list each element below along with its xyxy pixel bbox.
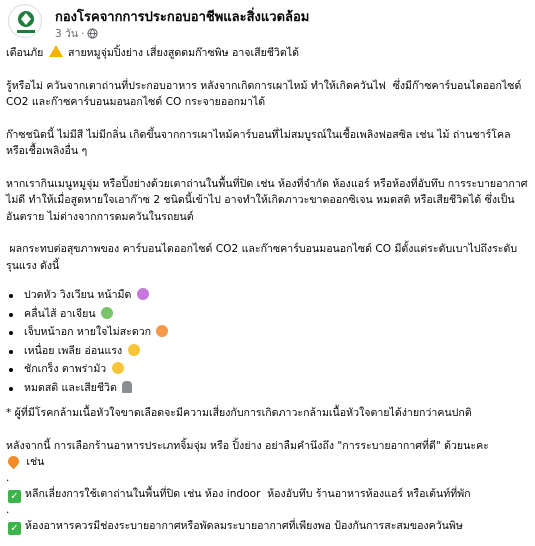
symptom-text: ชักเกร็ง ตาพร่ามัว [24,363,107,375]
list-item [6,342,528,361]
list-item [6,323,528,342]
check-mark-icon: ✓ [8,490,21,503]
dot-separator: . [6,503,10,516]
spacer [6,274,528,286]
headstone-icon [122,381,132,393]
tip-text: หลีกเลี่ยงการใช้เตาถ่านในพื้นที่ปิด เช่น ห้อง indoor ห้องอับทึบ ร้านอาหารห้องแอร์ หรือเต้นท์ที่พัก [25,487,471,500]
warning-text: สายหมูจุ่มปิ้งย่าง เสี่ยงสูดดมก๊าซพิษ อาจเสียชีวิตได้ [68,47,300,59]
orange-heart-icon [6,454,22,470]
dizzy-face-icon [137,288,149,300]
post-meta [55,25,98,42]
list-item [6,305,528,324]
tip-line [6,485,528,503]
symptom-list [6,286,528,397]
list-item [6,360,528,379]
recommendation-text: หลังจากนี้ การเลือกร้านอาหารประเภทจิ้มจุ่ม หรือ ปิ้งย่าง อย่าลืมคำนึงถึง "การระบายอากาศที่ดี" ด้วยนะคะ [6,439,489,452]
post-header [8,4,528,42]
tired-face-icon [128,344,140,356]
symptom-text: เจ็บหน้าอก หายใจไม่สะดวก [24,326,152,338]
tip-line [6,517,528,535]
paragraph-recommendation [6,438,528,471]
spacer [6,422,528,438]
recommendation-tail: เช่น [26,456,45,468]
globe-icon [87,28,98,39]
page-avatar[interactable] [8,4,42,38]
symptom-text: คลื่นไส้ อาเจียน [24,307,96,320]
paragraph-danger: หากเรากินเมนูหมูจุ่ม หรือปิ้งย่างด้วยเตาถ่านในพื้นที่ปิด เช่น ห้องที่จำกัด ห้องแอร์ หรือห้องที่อับทึบ การระบายอากาศไม่ดี ทำให้เมื่อสูดหายใจเอาก๊าซ 2 ชนิดนี้เข้าไป อาจทำให้เกิดภาวะขาดออกซิเจน หมดสติ หรือเสียชีวิตได้ ซึ่งเป็นอันตราย ไม่ต่างจากการดมควันในรถยนต์ [6,177,528,223]
paragraph-intro: รู้หรือไม่ ควันจากเตาถ่านที่ประกอบอาหาร หลังจากเกิดการเผาไหม้ ทำให้เกิดควันไฟ ซึ่งมีก๊าซคาร์บอนไดออกไซด์ CO2 และก๊าซคาร์บอนมอนอกไซด์ CO กระจายออกมาได้ [6,79,525,108]
spacer [6,160,528,176]
spacer [6,62,528,78]
tip-text: ห้องอาหารควรมีช่องระบายอากาศหรือพัดลมระบายอากาศที่เพียงพอ ป้องกันการสะสมของควันพิษ [25,519,463,532]
sweat-face-icon [112,362,124,374]
warning-icon [49,45,63,57]
spacer [6,111,528,127]
nauseated-face-icon [101,307,113,319]
post-time-link[interactable]: 3 วัน [55,28,79,40]
post-body [6,45,528,535]
warning-line [6,45,528,62]
symptom-text: หมดสติ และเสียชีวิต [24,381,117,394]
note-line: * ผู้ที่มีโรคกล้ามเนื้อหัวใจขาดเลือดจะมีความเสี่ยงกับการเกิดภาวะกล้ามเนื้อหัวใจตายได้ง่ายกว่าคนปกติ [6,407,472,419]
dot-separator: . [6,471,10,484]
meta-separator: · [81,28,85,40]
check-mark-icon: ✓ [8,522,21,535]
ministry-logo-icon [9,5,42,38]
paragraph-health-effects: ผลกระทบต่อสุขภาพของ คาร์บอนไดออกไซด์ CO2 และก๊าซคาร์บอนมอนอกไซด์ CO มีตั้งแต่ระดับเบาไปถึงระดับรุนแรง ดังนี้ [6,243,518,272]
list-item [6,379,528,398]
page-name-link[interactable]: กองโรคจากการประกอบอาชีพและสิ่งแวดล้อม [55,10,310,25]
symptom-text: เหนื่อย เพลีย อ่อนแรง [24,344,123,357]
symptom-text: ปวดหัว วิงเวียน หน้ามืด [24,289,132,301]
paragraph-gas-description: ก๊าซชนิดนี้ ไม่มีสี ไม่มีกลิ่น เกิดขึ้นจากการเผาไหม้คาร์บอนที่ไม่สมบูรณ์ในเชื้อเพลิงฟอสซิล เช่น ไม้ ถ่านชาร์โคล หรือเชื้อเพลิงอื่น ๆ [6,128,514,157]
hot-face-icon [156,325,168,337]
spacer [6,397,528,405]
spacer [6,225,528,241]
list-item [6,286,528,305]
warning-label: เตือนภัย [6,47,44,59]
